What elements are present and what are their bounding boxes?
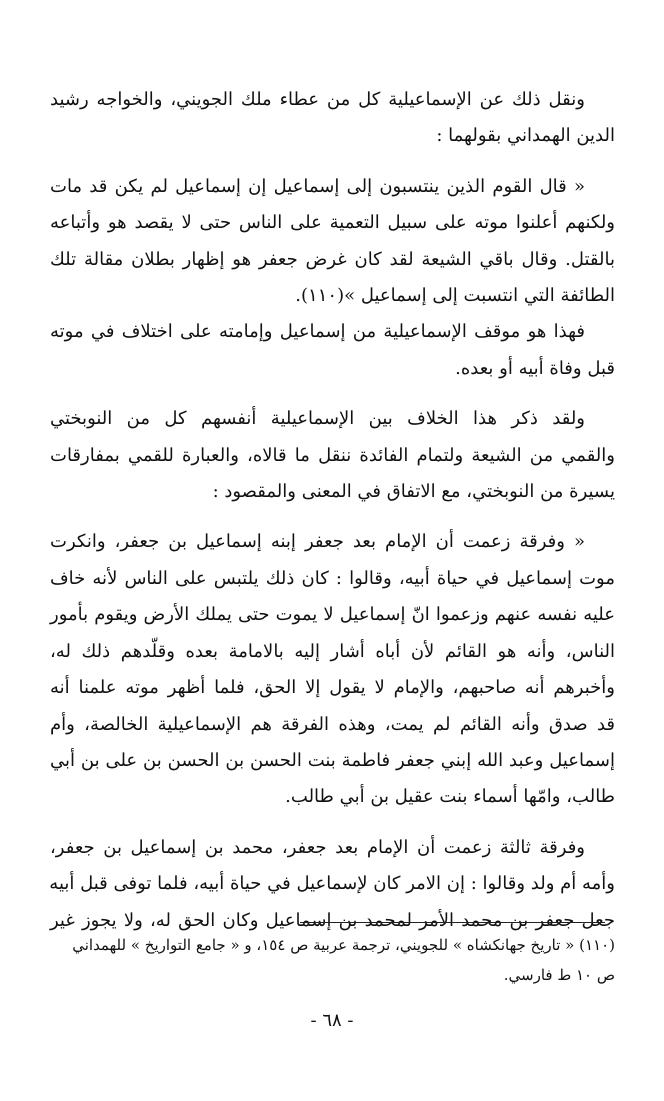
body-text (50, 82, 615, 939)
text-line: إسماعيل وعبد الله إبني جعفر فاطمة بنت الحسن بن الحسن بن على بن أبي (50, 749, 615, 771)
paragraph-3 (50, 314, 615, 387)
text-line: قد صدق وأنه القائم لم يمت، وهذه الفرقة هم الإسماعيلية الخالصة، وأم (50, 713, 615, 735)
text-line: موت إسماعيل في حياة أبيه، وقالوا : كان ذلك يلتبس على الناس لأنه خاف (50, 567, 615, 589)
text-line: بالقتل. وقال باقي الشيعة لقد كان غرض جعفر هو إظهار بطلان مقالة تلك (50, 248, 615, 270)
paragraph-5-quote (50, 524, 615, 815)
text-line: وفرقة ثالثة زعمت أن الإمام بعد جعفر، محمد بن إسماعيل بن جعفر، (50, 836, 585, 858)
text-line: عليه نفسه عنهم وزعموا انّ إسماعيل لا يموت حتى يملك الأرض ويقوم بأمور (50, 604, 615, 626)
text-line: والقمي من الشيعة ولتمام الفائدة ننقل ما قالاه، والعبارة للقمي بمفارقات (50, 444, 615, 466)
footnote-line: (١١٠) « تاريخ جهانكشاه » للجويني، ترجمة عربية ص ١٥٤، و « جامع التواريخ » للهمداني (72, 936, 615, 954)
paragraph-2-quote (50, 169, 615, 315)
text-line: وأخبرهم أنه صاحبهم، والإمام لا يقول إلا الحق، فلما أظهر موته علمنا أنه (50, 677, 615, 699)
footnote-line: ص ١٠ ط فارسي. (503, 966, 615, 984)
text-line: يسيرة من النوبختي، مع الاتفاق في المعنى والمقصود : (212, 481, 615, 503)
text-line: ونقل ذلك عن الإسماعيلية كل من عطاء ملك الجويني، والخواجه رشيد (50, 89, 585, 110)
text-line: طالب، وامّها أسماء بنت عقيل بن أبي طالب. (285, 786, 615, 808)
text-line: ولقد ذكر هذا الخلاف بين الإسماعيلية أنفسهم كل من النوبختي (50, 408, 585, 430)
footnote-divider (300, 922, 605, 923)
text-line: الناس، وأنه هو القائم لأن أباه أشار إليه بالامامة بعده وقلّدهم ذلك له، (50, 640, 615, 662)
text-line: فهذا هو موقف الإسماعيلية من إسماعيل وإمامته على اختلاف في موته (50, 321, 585, 343)
paragraph-4 (50, 401, 615, 510)
text-line: وأمه أم ولد وقالوا : إن الامر كان لإسماعيل في حياة أبيه، فلما توفى قبل أبيه (49, 873, 615, 895)
paragraph-1 (50, 82, 615, 155)
footnote (50, 930, 615, 990)
text-line: « وفرقة زعمت أن الإمام بعد جعفر إبنه إسماعيل بن جعفر، وانكرت (50, 531, 585, 553)
text-line: ولكنهم أعلنوا موته على سبيل التعمية على الناس حتى لا يقصد هو وأتباعه (50, 212, 615, 234)
text-line: الطائفة التي انتسبت إلى إسماعيل »(١١٠). (295, 285, 615, 307)
text-line: الدين الهمداني بقولهما : (436, 125, 615, 147)
text-line: قبل وفاة أبيه أو بعده. (455, 357, 615, 379)
text-line: « قال القوم الذين ينتسبون إلى إسماعيل إن إسماعيل لم يكن قد مات (50, 175, 585, 197)
page-number: - ٦٨ - (310, 1010, 354, 1031)
text-line: جعل جعفر بن محمد الأمر لمحمد بن إسماعيل وكان الحق له، ولا يجوز غير (50, 909, 615, 931)
